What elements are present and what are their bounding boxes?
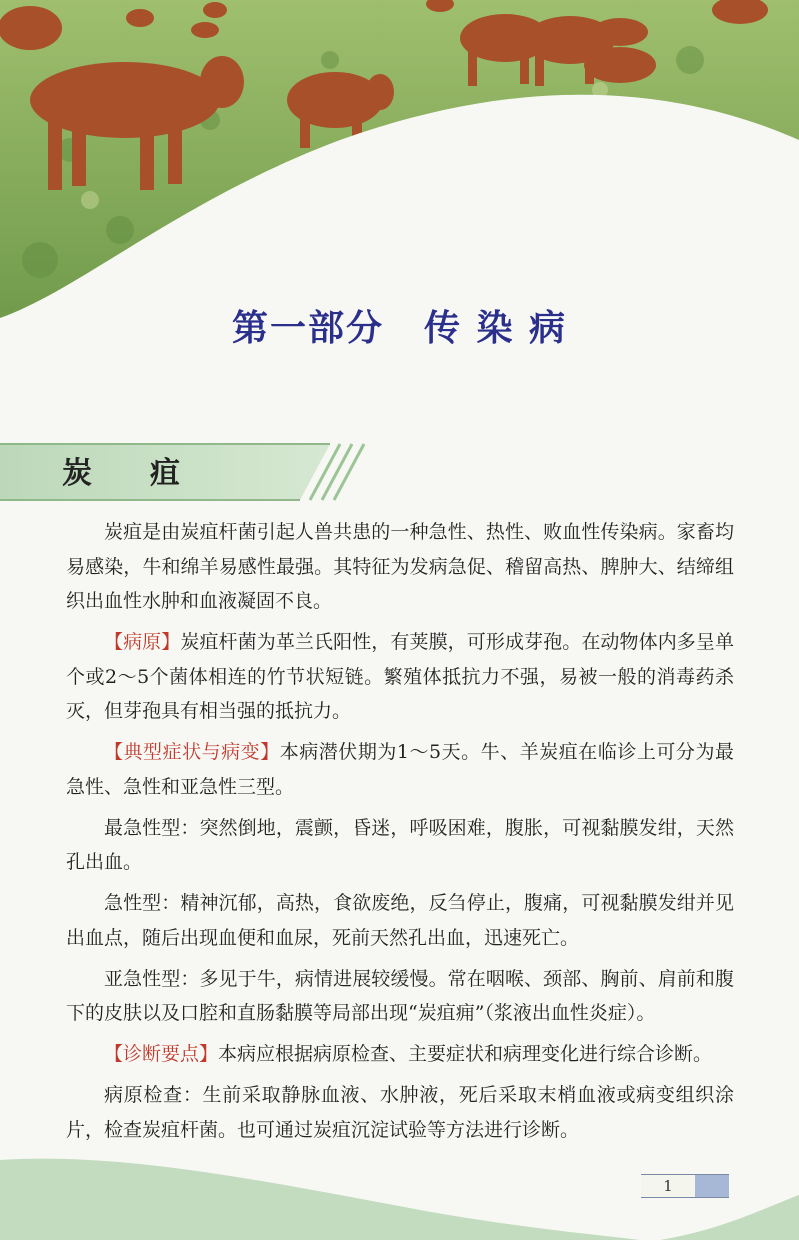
paragraph-text: 急性型：精神沉郁，高热，食欲废绝，反刍停止，腹痛，可视黏膜发绀并见出血点，随后出现血便和血尿，死前天然孔出血，迅速死亡。 (66, 892, 734, 949)
article-body (66, 515, 734, 1154)
subheading-label: 【病原】 (104, 631, 181, 653)
page-number-box (641, 1174, 729, 1198)
paragraph (66, 1078, 734, 1147)
paragraph-text: 炭疽是由炭疽杆菌引起人兽共患的一种急性、热性、败血性传染病。家畜均易感染，牛和绵羊易感性最强。其特征为发病急促、稽留高热、脾肿大、结缔组织出血性水肿和血液凝固不良。 (66, 521, 734, 612)
paragraph-text: 病原检查：生前采取静脉血液、水肿液，死后采取末梢血液或病变组织涂片，检查炭疽杆菌。也可通过炭疽沉淀试验等方法进行诊断。 (66, 1084, 734, 1141)
page-number: 1 (641, 1175, 695, 1197)
paragraph-text: 本病潜伏期为1～5天。牛、羊炭疽在临诊上可分为最急性、急性和亚急性三型。 (66, 741, 734, 798)
paragraph-text: 炭疽杆菌为革兰氏阳性，有荚膜，可形成芽孢。在动物体内多呈单个或2～5个菌体相连的竹节状短链。繁殖体抵抗力不强，易被一般的消毒药杀灭，但芽孢具有相当强的抵抗力。 (66, 631, 734, 722)
paragraph (66, 811, 734, 880)
paragraph (66, 1037, 734, 1072)
paragraph-text: 亚急性型：多见于牛，病情进展较缓慢。常在咽喉、颈部、胸前、肩前和腹下的皮肤以及口腔和直肠黏膜等局部出现“炭疽痈”（浆液出血性炎症）。 (66, 967, 734, 1024)
paragraph (66, 962, 734, 1031)
paragraph (66, 735, 734, 804)
part-title-name: 传 染 病 (423, 308, 568, 349)
cattle-pasture-photo (0, 0, 799, 330)
paragraph-text: 本病应根据病原检查、主要症状和病理变化进行综合诊断。 (218, 1043, 713, 1065)
subheading-label: 【典型症状与病变】 (104, 741, 280, 763)
paragraph-text: 最急性型：突然倒地，震颤，昏迷，呼吸困难，腹胀，可视黏膜发绀，天然孔出血。 (66, 816, 734, 873)
part-title-number: 第一部分 (231, 308, 384, 349)
paragraph (66, 625, 734, 729)
paragraph (66, 515, 734, 619)
paragraph (66, 886, 734, 955)
subheading-label: 【诊断要点】 (104, 1043, 219, 1065)
part-title (0, 300, 799, 351)
page-number-block (695, 1175, 729, 1197)
section-title: 炭疽 (62, 456, 238, 491)
